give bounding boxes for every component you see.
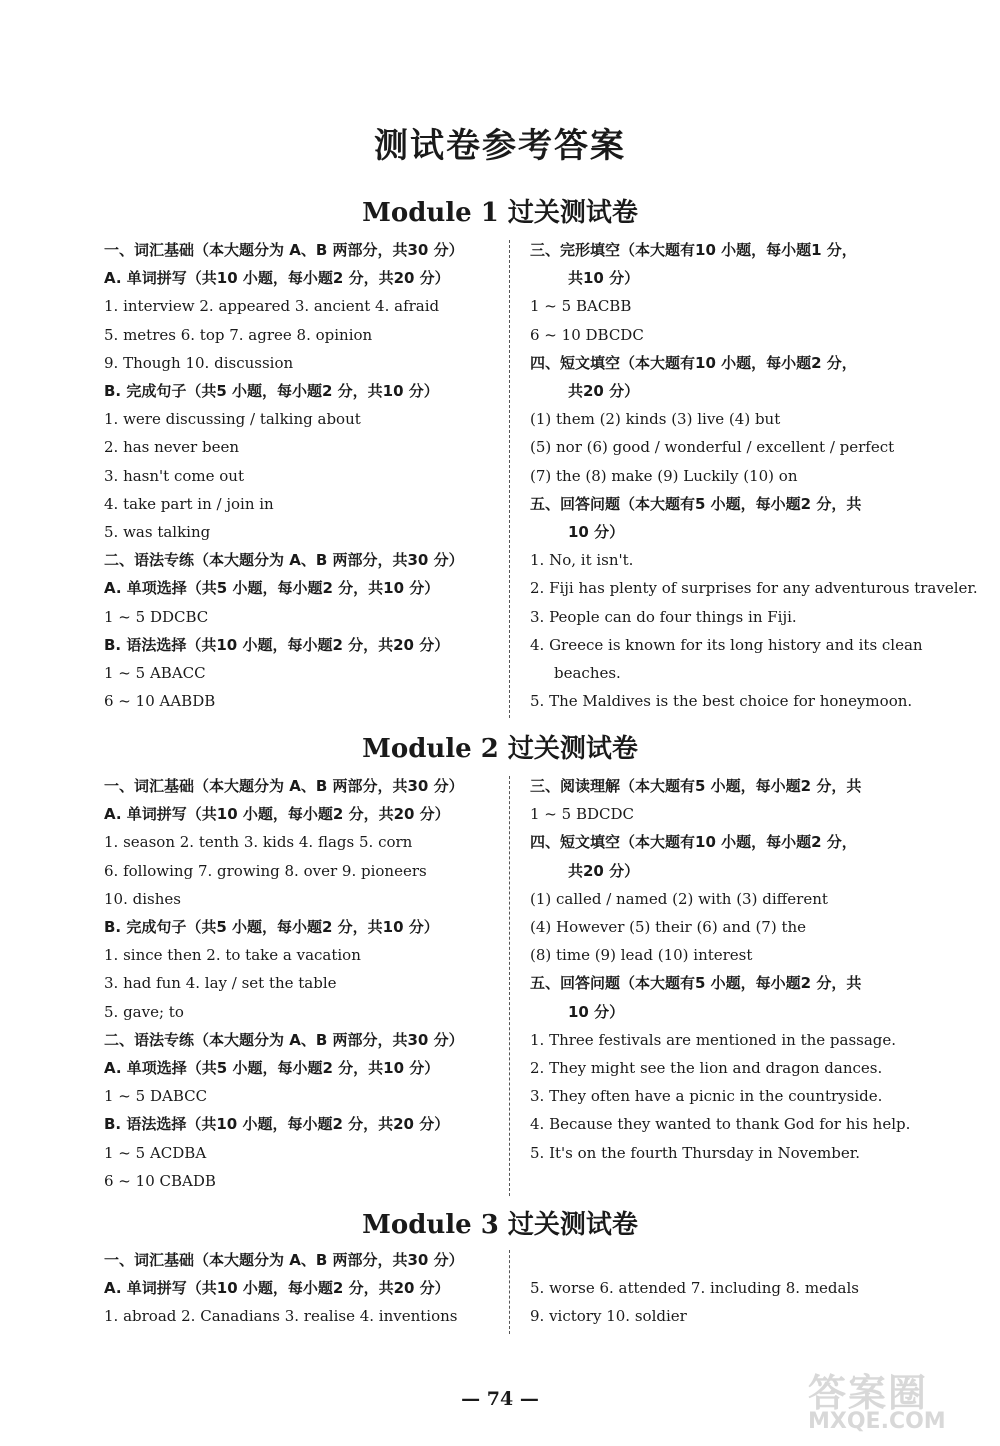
answer-line: 5. It's on the fourth Thursday in November. [530, 1143, 860, 1162]
section-heading: A. 单词拼写（共10 小题，每小题2 分，共20 分） [104, 269, 450, 288]
section-heading: B. 完成句子（共5 小题，每小题2 分，共10 分） [104, 918, 439, 937]
section-heading: 共10 分） [568, 269, 640, 288]
answer-line: (7) the (8) make (9) Luckily (10) on [530, 466, 798, 485]
answer-line: (1) called / named (2) with (3) different [530, 889, 828, 908]
answer-line: 1 ~ 5 ABACC [104, 664, 206, 683]
section-heading: B. 完成句子（共5 小题，每小题2 分，共10 分） [104, 382, 439, 401]
answer-line: 3. People can do four things in Fiji. [530, 607, 797, 626]
module-2-right-column [530, 772, 930, 1167]
page-number: — 74 — [461, 1388, 539, 1410]
section-heading: 三、阅读理解（本大题有5 小题，每小题2 分，共 [530, 777, 862, 795]
module-3-left-column [104, 1246, 504, 1331]
module-2-left-column [104, 772, 504, 1195]
section-heading: 二、语法专练（本大题分为 A、B 两部分，共30 分） [104, 551, 464, 570]
answer-line: 1. interview 2. appeared 3. ancient 4. afraid [104, 297, 440, 316]
answer-line: 5. The Maldives is the best choice for honeymoon. [530, 692, 913, 711]
module-1-title: Module 1 过关测试卷 [362, 198, 638, 228]
section-heading: B. 语法选择（共10 小题，每小题2 分，共20 分） [104, 635, 450, 654]
section-heading: 五、回答问题（本大题有5 小题，每小题2 分，共 [530, 494, 862, 513]
answer-line: 4. take part in / join in [104, 494, 274, 513]
answer-line: 1 ~ 5 ACDBA [104, 1143, 207, 1162]
answer-line: 5. was talking [104, 523, 211, 542]
watermark-cn: 答案圈 [808, 1371, 929, 1415]
section-heading: B. 语法选择（共10 小题，每小题2 分，共20 分） [104, 1115, 450, 1134]
answer-line: 2. has never been [104, 438, 239, 457]
answer-line: (1) them (2) kinds (3) live (4) but [530, 410, 781, 429]
answer-line: beaches. [554, 664, 621, 683]
answer-line: 1. were discussing / talking about [104, 410, 361, 429]
answer-line: (8) time (9) lead (10) interest [530, 946, 753, 965]
section-heading: 四、短文填空（本大题有10 小题，每小题2 分， [530, 833, 857, 852]
section-heading: 共20 分） [568, 382, 640, 401]
answer-line: 1 ~ 5 DABCC [104, 1087, 208, 1106]
answer-line: 1 ~ 5 DDCBC [104, 607, 209, 626]
answer-line: (5) nor (6) good / wonderful / excellent / perfect [530, 438, 895, 457]
answer-line: 6 ~ 10 DBCDC [530, 325, 644, 344]
answer-line: 6 ~ 10 CBADB [104, 1171, 216, 1190]
section-heading: 10 分） [568, 523, 625, 542]
module-1-left-column [104, 236, 504, 715]
answer-line: 1. since then 2. to take a vacation [104, 946, 361, 965]
page-title: 测试卷参考答案 [374, 126, 626, 166]
answer-line: 5. gave; to [104, 1002, 184, 1021]
section-heading: 10 分） [568, 1002, 625, 1021]
answer-line: 2. Fiji has plenty of surprises for any adventurous traveler. [530, 579, 978, 598]
module-2-title: Module 2 过关测试卷 [362, 734, 638, 764]
section-heading: A. 单项选择（共5 小题，每小题2 分，共10 分） [104, 579, 440, 598]
section-heading: 一、词汇基础（本大题分为 A、B 两部分，共30 分） [104, 241, 464, 259]
answer-line: 6. following 7. growing 8. over 9. pioneers [104, 861, 427, 880]
section-heading: A. 单词拼写（共10 小题，每小题2 分，共20 分） [104, 805, 450, 824]
answer-line: 5. worse 6. attended 7. including 8. medals [530, 1279, 859, 1297]
answer-line: 1. season 2. tenth 3. kids 4. flags 5. corn [104, 833, 413, 852]
section-heading: 一、词汇基础（本大题分为 A、B 两部分，共30 分） [104, 777, 464, 795]
section-heading: 一、词汇基础（本大题分为 A、B 两部分，共30 分） [104, 1251, 464, 1269]
module-3-divider [509, 1250, 510, 1334]
answer-line: 1 ~ 5 BDCDC [530, 805, 634, 824]
module-1-divider [509, 240, 510, 718]
answer-line: 1. Three festivals are mentioned in the passage. [530, 1030, 897, 1049]
answer-line: 3. had fun 4. lay / set the table [104, 974, 337, 993]
answer-line: 4. Greece is known for its long history and its clean [530, 635, 923, 654]
answer-line: 1. abroad 2. Canadians 3. realise 4. inventions [104, 1307, 458, 1326]
answer-line: 5. metres 6. top 7. agree 8. opinion [104, 325, 373, 344]
section-heading: 三、完形填空（本大题有10 小题，每小题1 分， [530, 241, 857, 259]
answer-line: 9. victory 10. soldier [530, 1307, 687, 1326]
answer-line: 4. Because they wanted to thank God for his help. [530, 1115, 911, 1134]
answer-line: 6 ~ 10 AABDB [104, 692, 216, 711]
watermark-en: MXQE.COM [808, 1409, 946, 1434]
section-heading: 五、回答问题（本大题有5 小题，每小题2 分，共 [530, 974, 862, 993]
answer-line: 3. They often have a picnic in the countryside. [530, 1087, 883, 1106]
answer-line: (4) However (5) their (6) and (7) the [530, 918, 807, 937]
answer-line: 3. hasn't come out [104, 466, 244, 485]
section-heading: 二、语法专练（本大题分为 A、B 两部分，共30 分） [104, 1030, 464, 1049]
module-2-divider [509, 776, 510, 1196]
module-1-right-column [530, 236, 978, 715]
section-heading: 共20 分） [568, 861, 640, 880]
answer-line: 10. dishes [104, 889, 181, 908]
answer-line: 9. Though 10. discussion [104, 353, 294, 372]
section-heading: 四、短文填空（本大题有10 小题，每小题2 分， [530, 353, 857, 372]
answer-line: 2. They might see the lion and dragon dances. [530, 1059, 883, 1078]
answer-line: 1. No, it isn't. [530, 551, 634, 570]
watermark-logo [808, 1362, 998, 1442]
answer-line: 1 ~ 5 BACBB [530, 297, 632, 316]
module-3-right-column [530, 1274, 930, 1330]
section-heading: A. 单词拼写（共10 小题，每小题2 分，共20 分） [104, 1279, 450, 1298]
section-heading: A. 单项选择（共5 小题，每小题2 分，共10 分） [104, 1059, 440, 1078]
module-3-title: Module 3 过关测试卷 [362, 1210, 638, 1240]
